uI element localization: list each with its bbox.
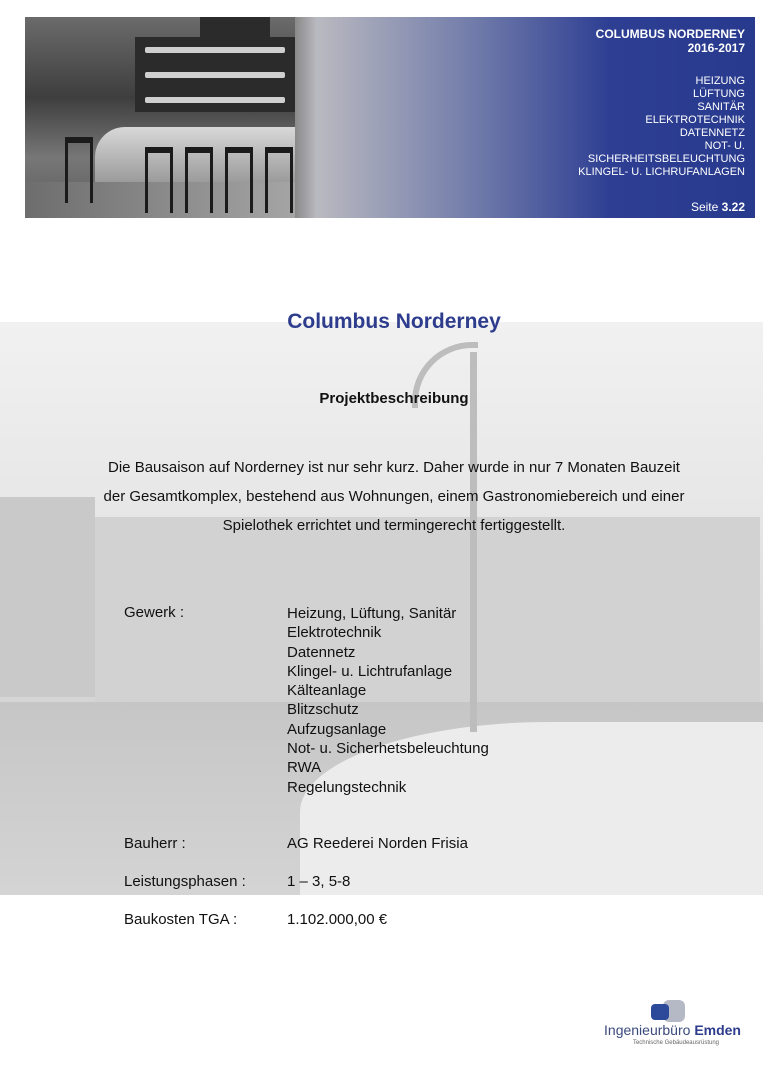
service-item: HEIZUNG bbox=[695, 75, 745, 87]
logo-tagline: Technische Gebäudeausrüstung bbox=[632, 1040, 719, 1046]
service-item: ELEKTROTECHNIK bbox=[645, 114, 745, 126]
service-item: SICHERHEITSBELEUCHTUNG bbox=[587, 153, 745, 165]
bauherr-value: AG Reederei Norden Frisia bbox=[287, 835, 468, 852]
page-number bbox=[691, 200, 745, 214]
bauherr-label: Bauherr : bbox=[124, 835, 186, 852]
gewerk-item: Elektrotechnik bbox=[287, 624, 382, 642]
header-title-line: COLUMBUS NORDERNEY bbox=[595, 27, 745, 41]
logo-mark-icon bbox=[651, 1000, 691, 1022]
leistungsphasen-label: Leistungsphasen : bbox=[124, 873, 246, 890]
leistungsphasen-value: 1 – 3, 5-8 bbox=[287, 873, 351, 890]
service-item: NOT- U. bbox=[704, 140, 745, 152]
page-label: Seite bbox=[690, 200, 719, 214]
baukosten-label: Baukosten TGA : bbox=[124, 911, 238, 928]
page-number-value: 3.22 bbox=[721, 200, 745, 214]
logo-name-part2: Emden bbox=[694, 1022, 741, 1038]
gewerk-item: Not- u. Sicherhetsbeleuchtung bbox=[287, 740, 489, 758]
service-item: LÜFTUNG bbox=[693, 88, 745, 100]
gewerk-item: Regelungstechnik bbox=[287, 778, 407, 796]
gewerk-list bbox=[287, 604, 489, 797]
gewerk-item: Aufzugsanlage bbox=[287, 720, 387, 738]
project-description: Die Bausaison auf Norderney ist nur sehr kurz. Daher wurde in nur 7 Monaten Bauzeit der Gesamtkomplex, bestehend aus Wohnungen, einem Gastronomiebereich und einer Spielothek errichtet und termingerecht fertiggestellt. bbox=[103, 459, 685, 534]
bar-interior-photo bbox=[25, 17, 295, 218]
logo-name-part1: Ingenieurbüro bbox=[604, 1022, 691, 1038]
gewerk-item: Blitzschutz bbox=[287, 701, 359, 719]
baukosten-value: 1.102.000,00 € bbox=[287, 911, 388, 928]
service-item: KLINGEL- U. LICHRUFANLAGEN bbox=[578, 166, 745, 178]
header-title bbox=[578, 27, 745, 55]
service-list bbox=[578, 75, 745, 179]
section-heading: Projektbeschreibung bbox=[319, 390, 469, 407]
gewerk-item: Datennetz bbox=[287, 643, 356, 661]
gewerk-item: Heizung, Lüftung, Sanitär bbox=[287, 605, 457, 622]
header-year: 2016-2017 bbox=[687, 41, 745, 55]
logo-name bbox=[604, 1022, 741, 1038]
header-banner bbox=[25, 17, 755, 218]
gewerk-item: Klingel- u. Lichtrufanlage bbox=[287, 662, 453, 680]
gewerk-item: RWA bbox=[287, 759, 322, 777]
page-title: Columbus Norderney bbox=[287, 310, 501, 333]
header-text-block bbox=[578, 27, 745, 179]
company-logo bbox=[601, 1000, 741, 1050]
service-item: SANITÄR bbox=[697, 101, 745, 113]
service-item: DATENNETZ bbox=[679, 127, 745, 139]
gewerk-label: Gewerk : bbox=[124, 604, 185, 621]
gewerk-item: Kälteanlage bbox=[287, 682, 367, 700]
